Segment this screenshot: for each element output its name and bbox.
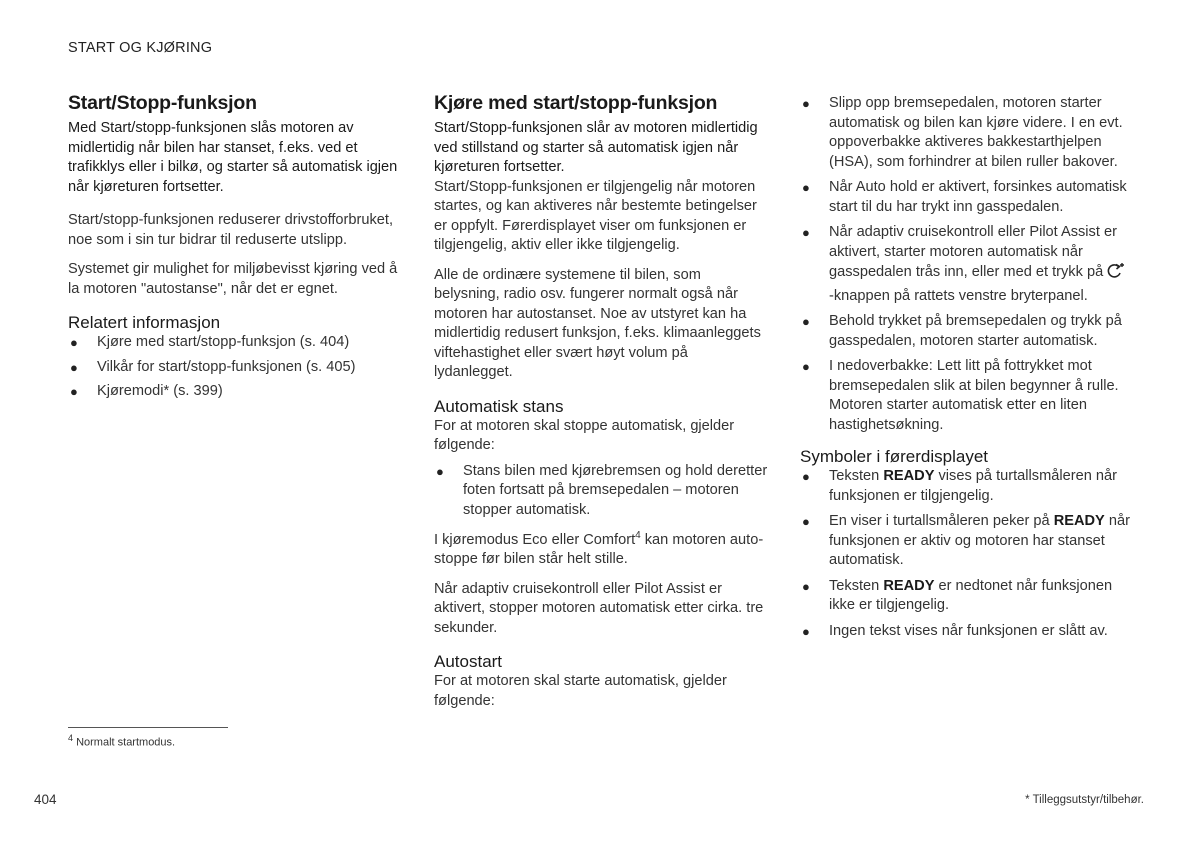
bullet-icon: ● <box>802 225 810 240</box>
column-autostart <box>800 94 1136 647</box>
bullet-icon: ● <box>802 469 810 484</box>
list-item: ● Behold trykket på bremsepedalen og trykk på gasspedalen, motoren starter automatisk. <box>802 313 1122 349</box>
list-item: ● Teksten READY vises på turtallsmåleren når funksjonen er tilgjengelig. <box>802 468 1117 504</box>
paragraph: I kjøremodus Eco eller Comfort$^4$ kan motoren auto-stoppe før bilen står helt stille. <box>434 530 764 568</box>
related-link[interactable] <box>68 358 398 378</box>
section-title: Start/Stopp-funksjon <box>68 92 257 114</box>
resume-cruise-icon <box>1105 262 1127 287</box>
bullet-icon: ● <box>802 623 810 639</box>
paragraph: Start/stopp-funksjonen reduserer drivstofforbruket, noe som i sin tur bidrar til reduserte utslipp. <box>68 212 394 248</box>
auto-stop-heading: Automatisk stans <box>434 396 564 416</box>
bullet-icon: ● <box>802 578 810 594</box>
list-item: ● Ingen tekst vises når funksjonen er slått av. <box>800 622 1136 642</box>
ready-label: READY <box>1053 513 1105 529</box>
footnote-number: 4 <box>68 733 74 743</box>
intro-text: Med Start/stopp-funksjonen slås motoren av midlertidig når bilen har stanset, f.eks. ved et trafikklys eller i bilkø, og starter så automatisk igjen når kjøreturen fortsetter. <box>68 120 398 195</box>
list-item: ● Når Auto hold er aktivert, forsinkes automatisk start til du har trykt inn gasspedalen. <box>802 179 1127 215</box>
footnote <box>68 733 175 749</box>
paragraph: Systemet gir mulighet for miljøbevisst kjøring ved å la motoren "autostanse", når det er egnet. <box>68 261 398 297</box>
page-number: 404 <box>34 792 57 807</box>
paragraph: Start/Stopp-funksjonen er tilgjengelig når motoren startes, og kan aktiveres når bestemte betingelser er oppfylt. Førerdisplayet viser om funksjonen er tilgjengelig, aktiv eller ikke tilgjengelig. <box>434 178 757 253</box>
related-link[interactable] <box>68 333 398 353</box>
footnote-ref: 4 <box>635 530 641 541</box>
list-item: ● Slipp opp bremsepedalen, motoren starter automatisk og bilen kan kjøre videre. I en evt. oppoverbakke aktiveres bakkestarthjelpen (HSA), som forhindrer at bilen ruller bakover. <box>802 95 1123 170</box>
list-item: ● Teksten READY er nedtonet når funksjonen ikke er tilgjengelig. <box>802 577 1113 613</box>
section-header: START OG KJØRING <box>68 40 213 56</box>
bullet-icon: ● <box>436 463 444 479</box>
footnote-divider <box>68 727 228 728</box>
column-start-stop <box>68 92 398 407</box>
symbols-list <box>800 467 1136 641</box>
related-link-label: Vilkår for start/stopp-funksjonen (s. 405) <box>97 358 356 375</box>
list-item: ● I nedoverbakke: Lett litt på fottrykket mot bremsepedalen slik at bilen begynner å rulle. Motoren starter automatisk etter en liten hastighetsøkning. <box>802 358 1119 433</box>
paragraph: For at motoren skal starte automatisk, gjelder følgende: <box>434 673 727 709</box>
related-link-label: Kjøre med start/stopp-funksjon (s. 404) <box>97 334 350 350</box>
accessory-note: * Tilleggsutstyr/tilbehør. <box>1025 794 1144 806</box>
auto-stop-list <box>434 462 768 521</box>
column-driving <box>434 92 768 711</box>
intro-text: Start/Stopp-funksjonen slår av motoren midlertidig ved stillstand og starter så automatisk igjen når kjøreturen fortsetter. <box>434 120 758 175</box>
list-item: ● En viser i turtallsmåleren peker på READY når funksjonen er aktiv og motoren har stanset automatisk. <box>802 513 1130 568</box>
autostart-heading: Autostart <box>434 652 503 672</box>
related-list <box>68 333 398 402</box>
list-item: ● Når adaptiv cruisekontroll eller Pilot Assist er aktivert, starter motoren automatisk når gasspedalen trås inn, eller med et trykk på -knappen på rattets venstre bryterpanel. <box>800 223 1136 306</box>
ready-label: READY <box>883 577 935 594</box>
bullet-icon: ● <box>70 359 78 375</box>
bullet-icon: ● <box>802 96 810 111</box>
paragraph: For at motoren skal stoppe automatisk, gjelder følgende: <box>434 417 735 453</box>
section-title: Kjøre med start/stopp-funksjon <box>434 92 718 114</box>
bullet-icon: ● <box>70 335 78 350</box>
autostart-list <box>800 94 1136 435</box>
bullet-icon: ● <box>802 314 810 329</box>
related-heading: Relatert informasjon <box>68 313 221 332</box>
bullet-icon: ● <box>802 180 810 195</box>
symbols-heading: Symboler i førerdisplayet <box>800 447 989 466</box>
related-link[interactable] <box>68 382 398 402</box>
paragraph: Når adaptiv cruisekontroll eller Pilot Assist er aktivert, stopper motoren automatisk etter cirka. tre sekunder. <box>434 580 764 636</box>
related-link-label: Kjøremodi* (s. 399) <box>97 383 223 399</box>
list-item: ● Stans bilen med kjørebremsen og hold deretter foten fortsatt på bremsepedalen – motoren stopper automatisk. <box>436 462 768 518</box>
bullet-icon: ● <box>802 359 810 374</box>
bullet-icon: ● <box>802 514 810 529</box>
ready-label: READY <box>883 468 935 484</box>
bullet-icon: ● <box>70 384 78 399</box>
paragraph: Alle de ordinære systemene til bilen, som belysning, radio osv. fungerer normalt også når motoren har autostanset. Noe av utstyret kan ha midlertidig redusert funksjon, f.eks. klimaanleggets viftehastighet eller svært høyt volum på lydanlegget. <box>434 266 761 380</box>
footnote-text: Normalt startmodus. <box>73 736 176 749</box>
